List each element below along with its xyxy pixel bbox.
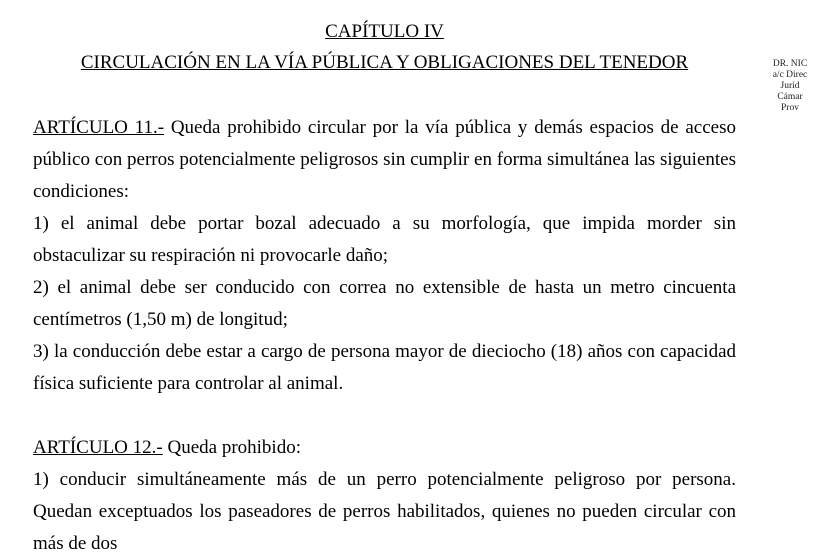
article-11-item-2: 2) el animal debe ser conducido con correa no extensible de hasta un metro cincuenta centímetros (1,50 m) de longitud; <box>33 277 736 330</box>
article-11-intro <box>33 112 736 208</box>
chapter-number: CAPÍTULO IV <box>325 21 444 42</box>
chapter-title: CIRCULACIÓN EN LA VÍA PÚBLICA Y OBLIGACIONES DEL TENEDOR <box>80 52 689 73</box>
stamp-line: Cámar <box>777 92 803 102</box>
stamp-line: a/c Direc <box>772 70 808 80</box>
article-11-label: ARTÍCULO 11.- <box>33 117 165 138</box>
article-12-intro <box>33 432 736 464</box>
article-11-item-1: 1) el animal debe portar bozal adecuado a su morfología, que impida morder sin obstaculizar su respiración ni provocarle daño; <box>33 213 736 266</box>
article-11-intro-text: Queda prohibido circular por la vía pública y demás espacios de acceso público con perros potencialmente peligrosos sin cumplir en forma simultánea las siguientes condiciones: <box>33 117 737 202</box>
article-11-item-3: 3) la conducción debe estar a cargo de persona mayor de dieciocho (18) años con capacidad física suficiente para controlar al animal. <box>33 341 736 394</box>
article-12-label: ARTÍCULO 12.- <box>33 437 163 458</box>
paragraph-gap <box>33 400 736 432</box>
stamp-line: DR. NIC <box>772 59 808 69</box>
article-12-intro-text: Queda prohibido: <box>162 437 301 458</box>
stamp-line: Juríd <box>780 81 800 91</box>
document-body <box>33 112 736 560</box>
article-12-item-1: 1) conducir simultáneamente más de un perro potencialmente peligroso por persona. Quedan exceptuados los paseadores de perros habilitados, quienes no pueden circular con más de dos <box>33 469 736 554</box>
stamp-line: Prov <box>781 103 799 113</box>
signature-stamp <box>760 59 820 114</box>
